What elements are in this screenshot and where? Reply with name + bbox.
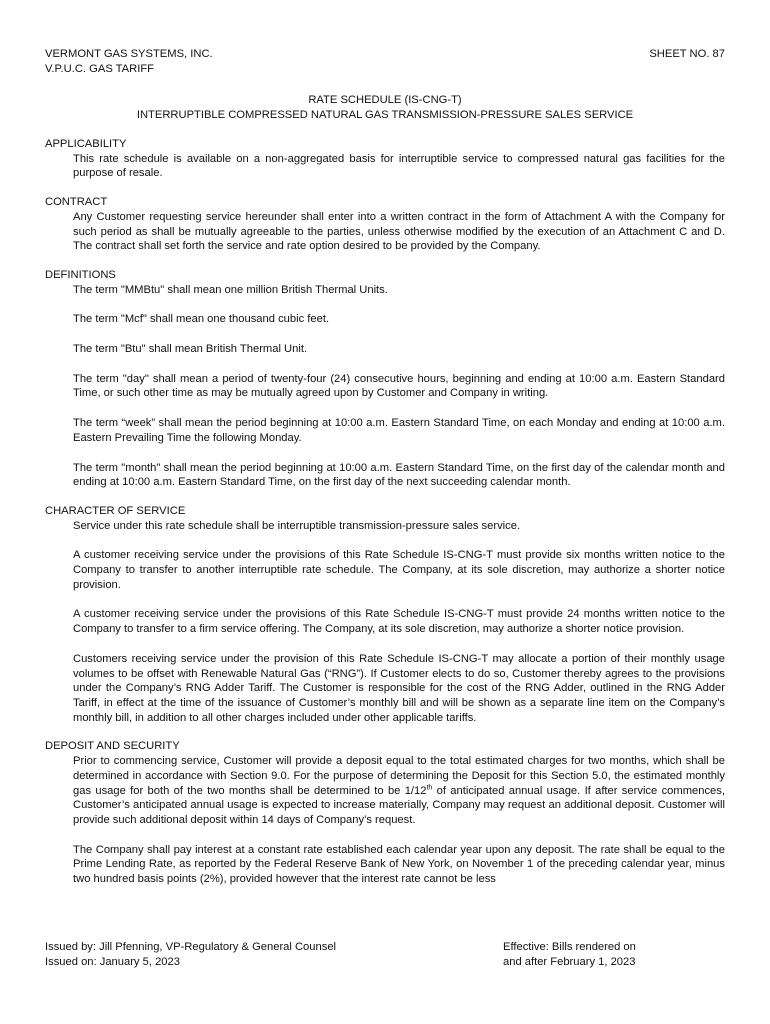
applicability-text: This rate schedule is available on a non-aggregated basis for interruptible service to compressed natural gas facilities for the purpose of resale.: [73, 152, 725, 180]
deposit-superscript: th: [426, 783, 433, 791]
definition-month: The term "month" shall mean the period beginning at 10:00 a.m. Eastern Standard Time, on the first day of the calendar month and ending at 10:00 a.m. Eastern Standard Time, on the first day of the next succeeding calendar month.: [73, 461, 725, 489]
document-title: [45, 93, 725, 122]
deposit-interest: The Company shall pay interest at a constant rate established each calendar year upon any deposit. The rate shall be equal to the Prime Lending Rate, as reported by the Federal Reserve Bank of New York, on November 1 of the preceding calendar year, minus two hundred basis points (2%), provided however that the interest rate cannot be less: [73, 843, 725, 886]
definition-btu: The term "Btu" shall mean British Thermal Unit.: [73, 343, 308, 356]
issued-by: Issued by: Jill Pfenning, VP-Regulatory & General Counsel: [45, 941, 337, 953]
footer-effective: [503, 940, 636, 969]
title-line-2: INTERRUPTIBLE COMPRESSED NATURAL GAS TRANSMISSION-PRESSURE SALES SERVICE: [136, 108, 634, 121]
header-left: [45, 47, 213, 76]
deposit-text-a: Prior to commencing service, Customer will provide a deposit equal to the total estimated charges for two months, which shall be determined in accordance with Section 9.0. For the purpose of determining the Deposit for this Section 5.0, the estimated monthly gas usage for both of the two months shall be determined to be 1/12: [73, 755, 725, 797]
tariff-name: V.P.U.C. GAS TARIFF: [45, 62, 155, 75]
definition-mmbtu: The term "MMBtu" shall mean one million British Thermal Units.: [73, 283, 388, 296]
effective-line-1: Effective: Bills rendered on: [503, 941, 636, 953]
applicability-heading: APPLICABILITY: [45, 138, 127, 150]
firm-transfer-notice: A customer receiving service under the provisions of this Rate Schedule IS-CNG-T must provide 24 months written notice to the Company to transfer to a firm service offering. The Company, at its sole discretion, may authorize a shorter notice provision.: [73, 608, 725, 636]
footer-issued: [45, 940, 336, 969]
definition-week: The term “week” shall mean the period beginning at 10:00 a.m. Eastern Standard Time, on each Monday and ending at 10:00 a.m. Eastern Prevailing Time the following Monday.: [73, 417, 725, 444]
sheet-number: SHEET NO. 87: [649, 48, 725, 60]
character-of-service-heading: CHARACTER OF SERVICE: [45, 504, 186, 517]
issued-on: Issued on: January 5, 2023: [45, 955, 180, 968]
deposit-heading: DEPOSIT AND SECURITY: [45, 740, 180, 753]
service-description: Service under this rate schedule shall be interruptible transmission-pressure sales service.: [73, 519, 521, 532]
definition-mcf: The term "Mcf" shall mean one thousand cubic feet.: [73, 313, 330, 326]
contract-text: Any Customer requesting service hereunder shall enter into a written contract in the form of Attachment A with the Company for such period as shall be mutually agreeable to the parties, unless otherwise modified by the execution of an Attachment C and D. The contract shall set forth the service and rate option desired to be provided by the Company.: [73, 210, 725, 253]
document-body: [45, 137, 725, 887]
deposit-paragraph: [73, 754, 725, 828]
effective-line-2: and after February 1, 2023: [503, 955, 636, 968]
title-line-1: RATE SCHEDULE (IS-CNG-T): [308, 94, 462, 106]
definitions-heading: DEFINITIONS: [45, 268, 116, 281]
contract-heading: CONTRACT: [45, 196, 108, 209]
rng-allocation: Customers receiving service under the provision of this Rate Schedule IS-CNG-T may allocate a portion of their monthly usage volumes to be offset with Renewable Natural Gas (“RNG”). If Customer elects to do so, Customer thereby agrees to the provisions under the Company’s RNG Adder Tariff. The Customer is responsible for the cost of the RNG Adder, outlined in the RNG Adder Tariff, in effect at the time of the issuance of Customer’s monthly bill and will be shown as a separate line item on the Company’s monthly bill, in addition to all other charges included under other applicable tariffs.: [73, 652, 725, 724]
interruptible-transfer-notice: A customer receiving service under the provisions of this Rate Schedule IS-CNG-T must provide six months written notice to the Company to transfer to another interruptible rate schedule. The Company, at its sole discretion, may authorize a shorter notice provision.: [73, 549, 725, 591]
deposit-text-b: of anticipated annual usage. If after service commences, Customer’s anticipated annual usage is expected to increase materially, Company may request an additional deposit. Customer will provide such additional deposit within 14 days of Company’s request.: [73, 784, 725, 826]
company-name: VERMONT GAS SYSTEMS, INC.: [45, 48, 213, 60]
definition-day: The term "day" shall mean a period of twenty-four (24) consecutive hours, beginning and ending at 10:00 a.m. Eastern Standard Time, or such other time as may be mutually agreed upon by Customer and Company in writing.: [73, 372, 725, 400]
